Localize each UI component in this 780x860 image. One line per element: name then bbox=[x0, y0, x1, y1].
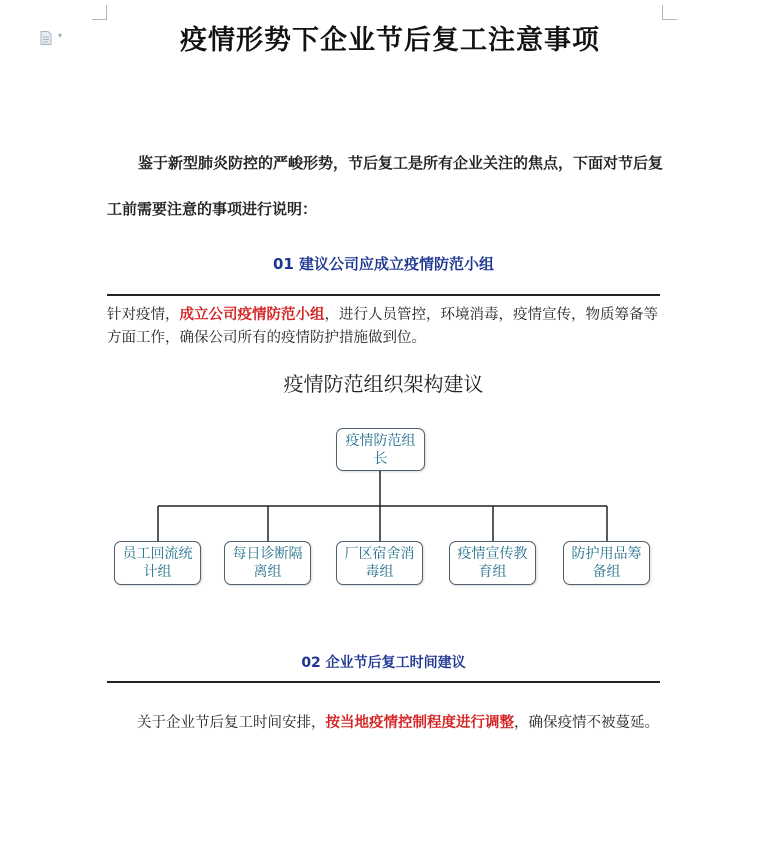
section2-text-before: 关于企业节后复工时间安排， bbox=[137, 715, 326, 731]
section2-heading: 02 企业节后复工时间建议 bbox=[301, 655, 466, 671]
section1-text-before: 针对疫情， bbox=[107, 307, 180, 323]
document-title: 疫情形势下企业节后复工注意事项 bbox=[180, 25, 600, 56]
org-child-box: 防护用品筹备组 bbox=[563, 541, 650, 585]
section1-divider bbox=[107, 294, 660, 296]
section1-heading: 01 建议公司应成立疫情防范小组 bbox=[272, 255, 495, 273]
chevron-down-icon[interactable]: ▾ bbox=[58, 31, 63, 40]
org-child-box: 厂区宿舍消毒组 bbox=[336, 541, 423, 585]
intro-paragraph: 鉴于新型肺炎防控的严峻形势，节后复工是所有企业关注的焦点，下面对节后复工前需要注意的事项进行说明： bbox=[107, 154, 664, 218]
org-child-box: 每日诊断隔离组 bbox=[224, 541, 311, 585]
org-chart-title: 疫情防范组织架构建议 bbox=[283, 372, 484, 396]
org-child-box: 员工回流统计组 bbox=[114, 541, 201, 585]
section2-text-after: ，确保疫情不被蔓延。 bbox=[514, 715, 659, 731]
section1-text-after: ，进行人员管控，环境消毒，疫情宣传，物质筹备等方面工作，确保公司所有的疫情防护措施做到位。 bbox=[107, 307, 658, 346]
section2-divider bbox=[107, 681, 660, 683]
org-root-box: 疫情防范组长 bbox=[336, 428, 425, 471]
org-chart bbox=[107, 360, 660, 610]
section2-paragraph bbox=[107, 701, 663, 745]
section2-highlight: 按当地疫情控制程度进行调整 bbox=[325, 715, 514, 731]
section1-paragraph bbox=[107, 304, 663, 350]
section1-highlight: 成立公司疫情防范小组 bbox=[179, 307, 325, 323]
org-child-box: 疫情宣传教育组 bbox=[449, 541, 536, 585]
